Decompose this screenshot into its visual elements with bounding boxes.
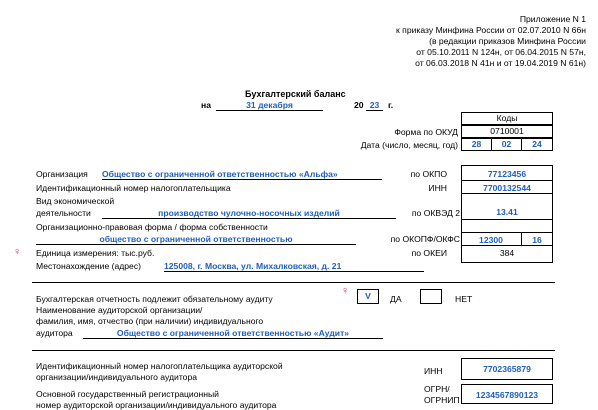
auditor-ogrn-code-label-line1: ОГРН/ xyxy=(424,384,450,394)
appendix-dates-2: от 06.03.2018 N 41н и от 19.04.2019 N 61н) xyxy=(415,58,586,68)
org-name-field[interactable]: Общество с ограниченной ответственностью «Альфа» xyxy=(102,169,382,180)
auditor-inn-code[interactable]: 7702365879 xyxy=(483,364,531,374)
appendix-title: Приложение N 1 xyxy=(519,14,586,24)
location-label: Местонахождение (адрес) xyxy=(36,261,141,271)
activity-label-line2: деятельности xyxy=(36,208,91,218)
auditor-inn-label-line2: организации/индивидуального аудитора xyxy=(36,372,197,382)
okud-code: 0710001 xyxy=(461,125,553,138)
warning-marker-icon: ♀ xyxy=(13,246,22,258)
report-day-month[interactable]: 31 декабря xyxy=(216,100,323,111)
section-divider xyxy=(32,282,555,283)
auditor-label-line1: Наименование аудиторской организации/ xyxy=(36,305,203,315)
report-year[interactable]: 23 xyxy=(366,100,383,111)
auditor-ogrn-label-line2: номер аудиторской организации/индивидуального аудитора xyxy=(36,400,277,410)
auditor-ogrn-code[interactable]: 1234567890123 xyxy=(475,390,539,400)
codes-header: Коды xyxy=(461,112,553,125)
section-divider-2 xyxy=(32,350,555,351)
inn-code[interactable]: 7700132544 xyxy=(483,183,531,193)
okud-label: Форма по ОКУД xyxy=(394,127,458,137)
activity-label-line1: Вид экономической xyxy=(36,196,115,206)
okpo-code[interactable]: 77123456 xyxy=(487,169,527,179)
page-title: Бухгалтерский баланс xyxy=(245,89,346,99)
okved-code[interactable]: 13.41 xyxy=(496,207,518,217)
appendix-edition: (в редакции приказов Минфина России xyxy=(429,36,586,46)
audit-no-label: НЕТ xyxy=(455,294,473,304)
audit-yes-label: ДА xyxy=(390,294,402,304)
auditor-label-line2: фамилия, имя, отчество (при наличии) индивидуального xyxy=(36,316,264,326)
okpo-label: по ОКПО xyxy=(410,169,447,179)
legal-form-label: Организационно-правовая форма / форма собственности xyxy=(36,222,268,232)
org-label: Организация xyxy=(36,169,88,179)
date-month-cell[interactable]: 02 xyxy=(491,138,522,151)
unit-label: Единица измерения: тыс.руб. xyxy=(36,248,155,258)
date-day-cell[interactable]: 28 xyxy=(461,138,492,151)
legal-form-field[interactable]: общество с ограниченной ответственностью xyxy=(36,234,356,245)
auditor-name-field[interactable]: Общество с ограниченной ответственностью «Аудит» xyxy=(83,328,383,339)
okei-code: 384 xyxy=(499,248,515,258)
date-code-label: Дата (число, месяц, год) xyxy=(360,140,458,150)
okopf-code[interactable]: 12300 xyxy=(479,235,503,245)
inn-code-label: ИНН xyxy=(428,183,447,193)
appendix-dates-1: от 05.10.2011 N 124н, от 06.04.2015 N 57н, xyxy=(416,47,586,57)
audit-question: Бухгалтерская отчетность подлежит обязательному аудиту xyxy=(36,294,273,304)
audit-no-checkbox[interactable] xyxy=(420,289,442,304)
appendix-order: к приказу Минфина России от 02.07.2010 N 66н xyxy=(396,25,586,35)
activity-field[interactable]: производство чулочно-носочных изделий xyxy=(102,208,396,219)
inn-label: Идентификационный номер налогоплательщика xyxy=(36,183,231,193)
okfs-code[interactable]: 16 xyxy=(532,235,542,245)
okei-label: по ОКЕИ xyxy=(411,248,447,258)
auditor-label-line3: аудитора xyxy=(36,328,73,338)
date-century: 20 xyxy=(354,100,364,110)
location-field[interactable]: 125008, г. Москва, ул. Михалковская, д. 21 xyxy=(164,261,424,272)
date-prefix: на xyxy=(201,100,211,110)
audit-marker-icon: ♀ xyxy=(341,285,350,297)
auditor-ogrn-code-label-line2: ОГРНИП xyxy=(424,395,460,405)
okopf-label: по ОКОПФ/ОКФС xyxy=(390,234,460,244)
auditor-inn-code-label: ИНН xyxy=(424,366,443,376)
auditor-ogrn-label-line1: Основной государственный регистрационный xyxy=(36,389,219,399)
okved-label: по ОКВЭД 2 xyxy=(411,208,460,218)
date-year-cell[interactable]: 24 xyxy=(521,138,553,151)
audit-yes-checkbox[interactable]: V xyxy=(357,289,379,304)
auditor-inn-label-line1: Идентификационный номер налогоплательщика аудиторской xyxy=(36,361,283,371)
date-suffix: г. xyxy=(388,100,394,110)
